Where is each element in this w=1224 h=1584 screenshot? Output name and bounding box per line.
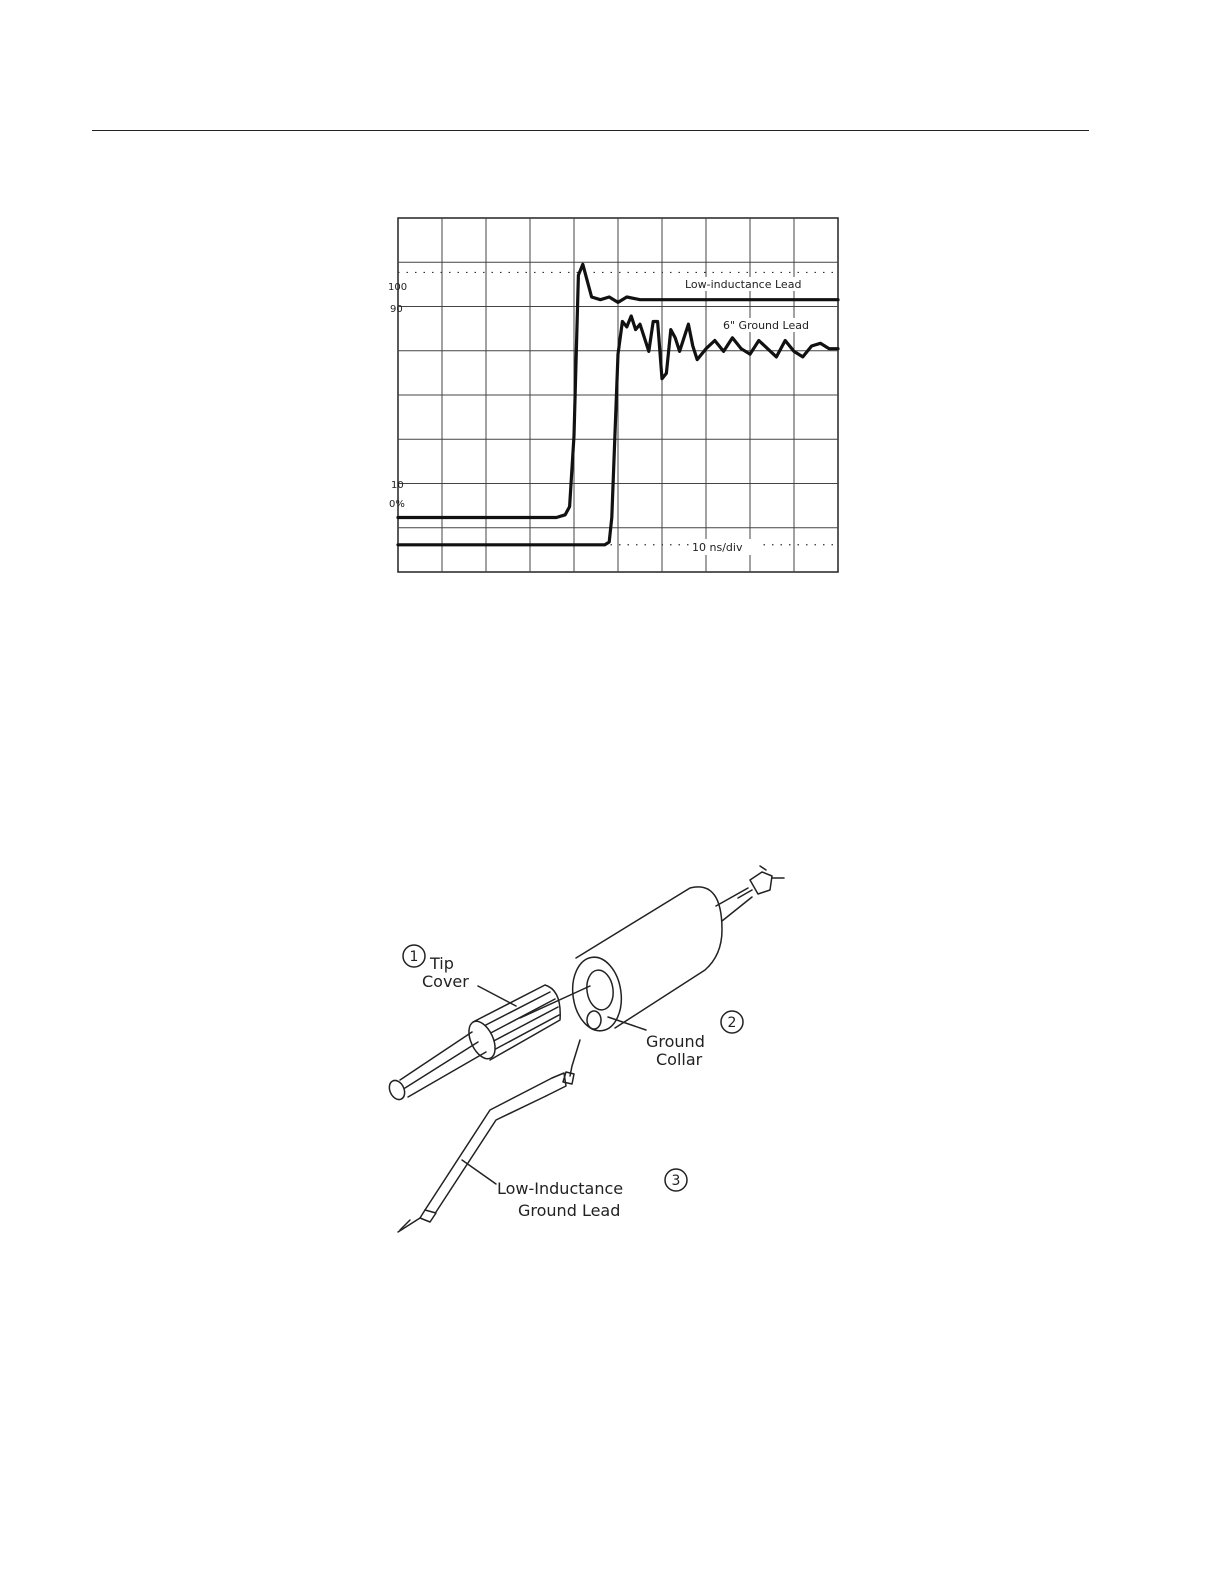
ref-label-0: 0% — [389, 499, 405, 510]
tip-cover-part — [386, 985, 590, 1102]
ground-collar-label-line1: Ground — [646, 1032, 705, 1051]
trace-label-ground-lead: 6" Ground Lead — [723, 319, 809, 332]
tip-cover-label-line1: Tip — [430, 954, 454, 973]
callout-number-1: 1 — [409, 949, 419, 965]
callout-number-3: 3 — [671, 1173, 681, 1189]
ref-label-100: 100 — [388, 282, 408, 293]
tip-cover-label-line2: Cover — [422, 972, 469, 991]
leader-tip-cover — [478, 986, 516, 1006]
leader-ground-lead — [462, 1160, 496, 1184]
timebase-label: 10 ns/div — [692, 541, 743, 554]
trace-label-low-inductance: Low-inductance Lead — [685, 278, 802, 291]
callout-number-2: 2 — [727, 1015, 737, 1031]
ground-lead-label-line1: Low-Inductance — [497, 1179, 624, 1198]
ground-lead-label-line2: Ground Lead — [518, 1201, 621, 1220]
probe-body — [568, 866, 784, 1034]
ref-label-10: 10 — [391, 480, 404, 491]
ref-label-90: 90 — [390, 304, 403, 315]
ground-collar-label-line2: Collar — [656, 1050, 703, 1069]
